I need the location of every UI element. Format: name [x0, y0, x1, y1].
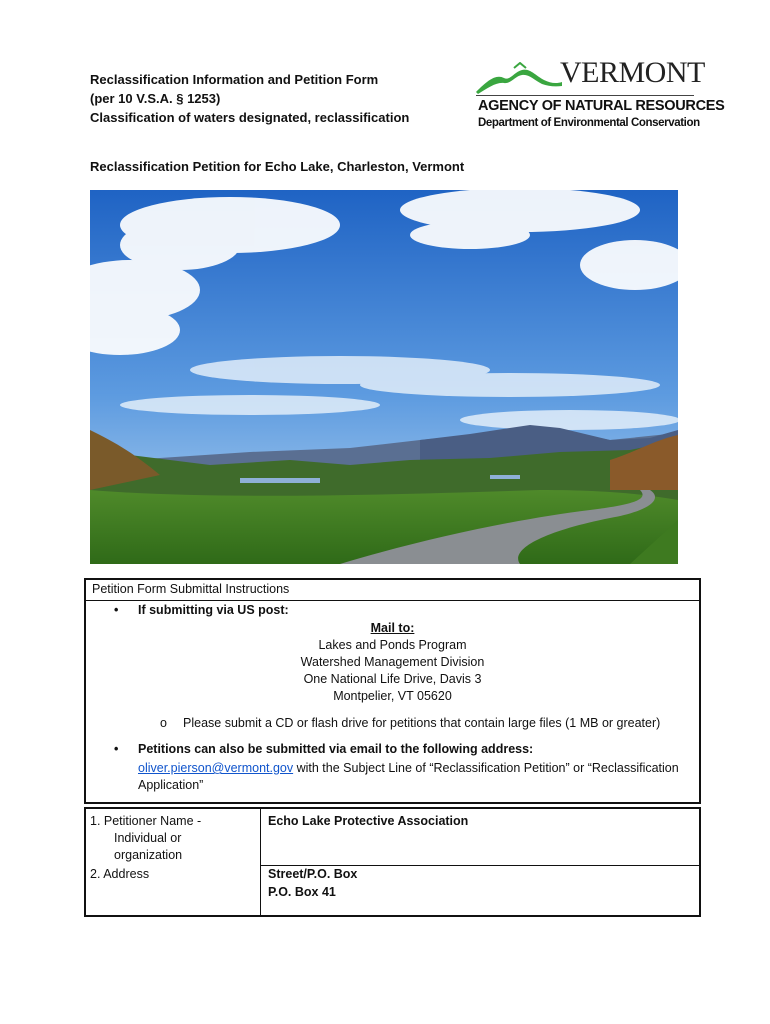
email-instruction: Petitions can also be submitted via email to the following address: [138, 742, 534, 756]
petition-title: Reclassification Petition for Echo Lake, Charleston, Vermont [90, 159, 465, 174]
vermont-wordmark: VERMONT [560, 56, 705, 89]
email-line [138, 760, 679, 778]
address-sublabel: Street/P.O. Box [268, 867, 358, 881]
petitioner-label-cont: organization [114, 848, 183, 862]
logo-divider [476, 95, 694, 96]
post-instruction: If submitting via US post: [138, 603, 289, 617]
address-label: 2. Address [90, 867, 150, 881]
agency-name: AGENCY OF NATURAL RESOURCES [478, 98, 725, 114]
form-header [90, 70, 460, 127]
instructions-divider [86, 600, 699, 601]
mail-to-label: Mail to: [370, 621, 415, 635]
email-subject-text: with the Subject Line of “Reclassification Petition” or “Reclassification [293, 761, 679, 775]
petitioner-label-cont: Individual or [114, 831, 182, 845]
cd-instruction: Please submit a CD or flash drive for petitions that contain large files (1 MB or greater) [183, 716, 661, 730]
address-line: Montpelier, VT 05620 [333, 689, 452, 703]
sub-bullet-icon: o [160, 716, 167, 730]
bullet-dot: • [114, 742, 119, 756]
petitioner-table [84, 807, 701, 917]
vermont-anr-logo [472, 56, 725, 133]
address-line: Watershed Management Division [300, 655, 485, 669]
petitioner-value[interactable]: Echo Lake Protective Association [268, 814, 469, 828]
address-line: One National Life Drive, Davis 3 [303, 672, 482, 686]
bullet-dot: • [114, 603, 119, 617]
email-subject-text-cont: Application” [138, 778, 204, 792]
landscape-photo [90, 190, 678, 564]
address-value[interactable]: P.O. Box 41 [268, 885, 336, 899]
statute-reference: (per 10 V.S.A. § 1253) [90, 91, 221, 106]
table-column-divider [260, 809, 261, 915]
address-line: Lakes and Ponds Program [318, 638, 467, 652]
form-title: Reclassification Information and Petition Form [90, 72, 379, 87]
instructions-title: Petition Form Submittal Instructions [92, 582, 290, 596]
email-link[interactable]: oliver.pierson@vermont.gov [138, 761, 294, 775]
mountain-logo-icon [474, 62, 564, 96]
submittal-instructions-box [84, 578, 701, 804]
petitioner-label: 1. Petitioner Name - [90, 814, 202, 828]
department-name: Department of Environmental Conservation [478, 117, 700, 129]
form-subtitle: Classification of waters designated, reclassification [90, 110, 410, 125]
